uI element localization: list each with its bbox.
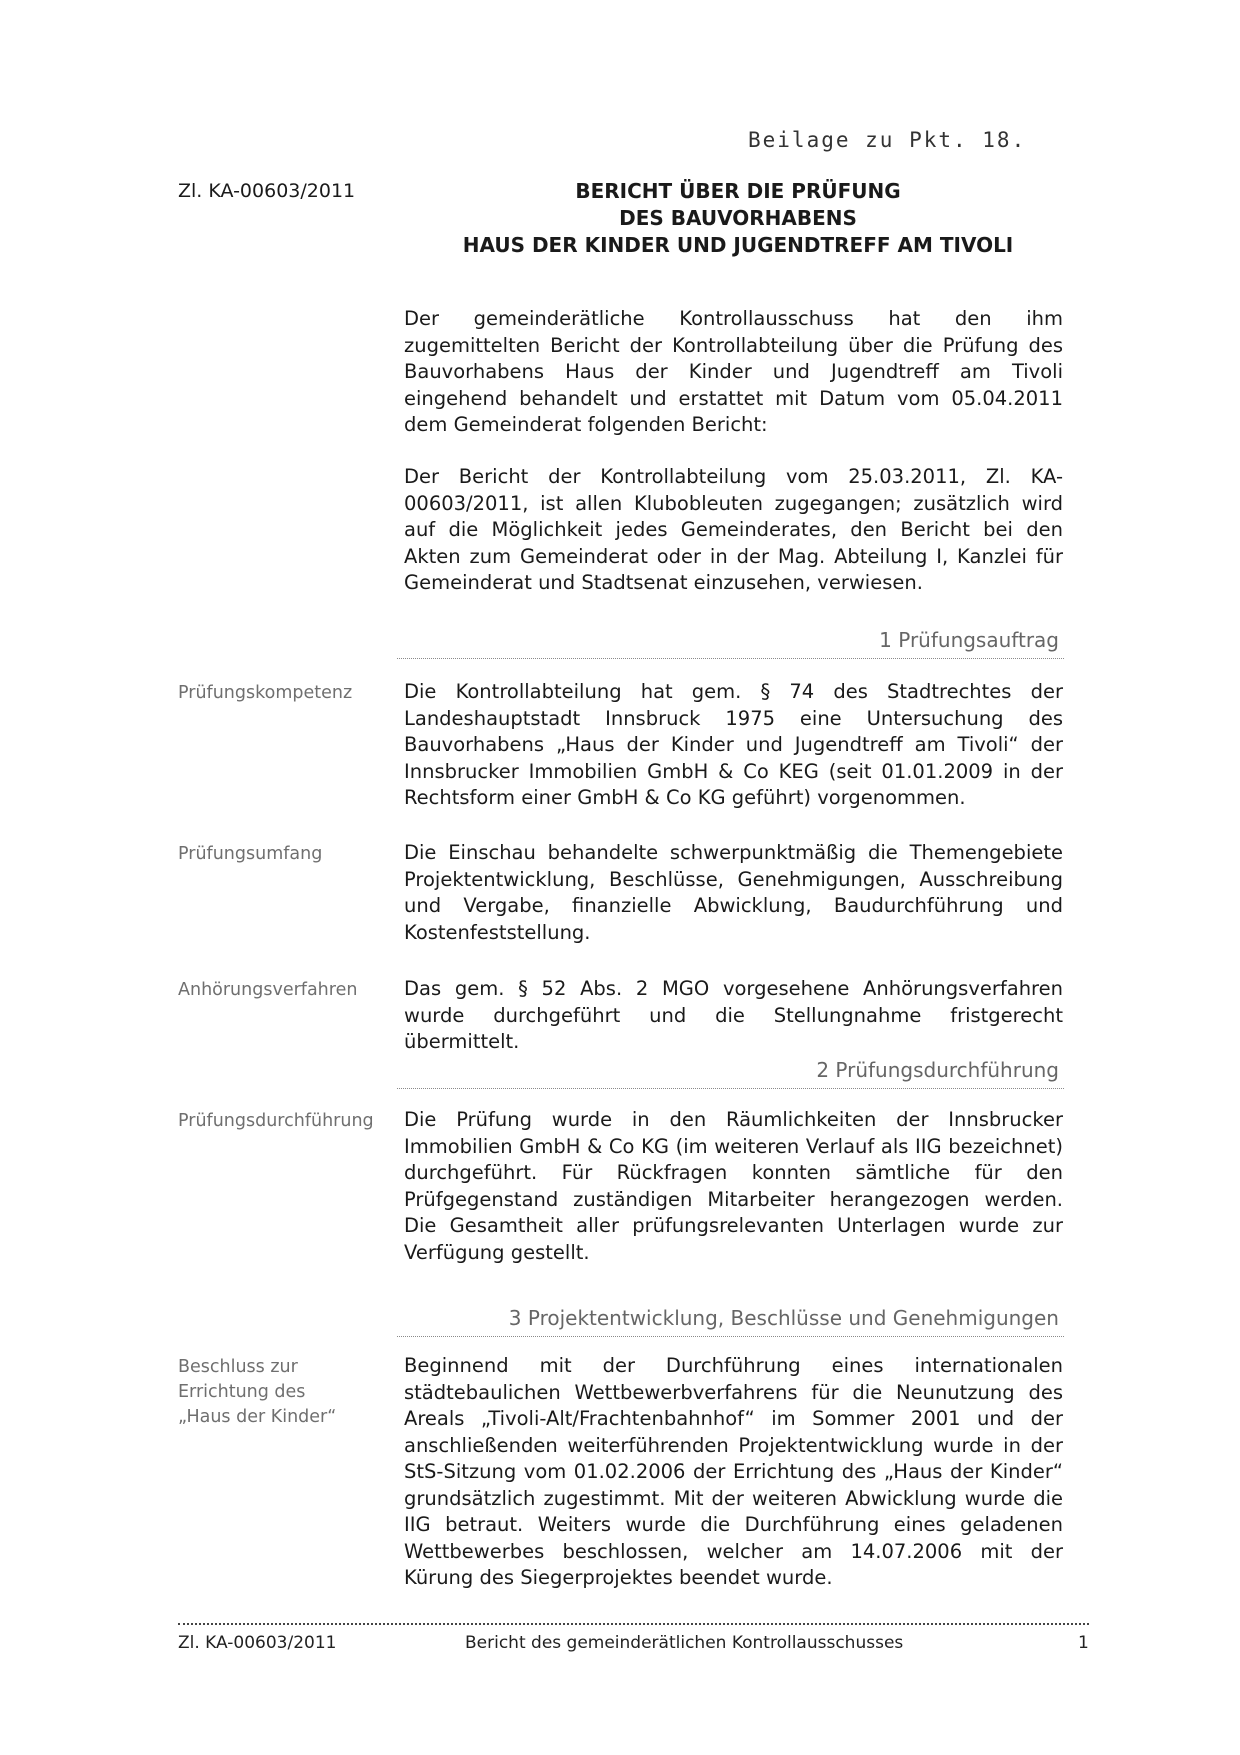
margin-label: Prüfungskompetenz <box>178 683 353 703</box>
section-heading <box>397 614 1064 659</box>
attachment-stamp: Beilage zu Pkt. 18. <box>748 128 1027 152</box>
section-heading <box>397 1044 1064 1089</box>
footer-reference: Zl. KA-00603/2011 <box>178 1633 337 1653</box>
section-paragraph: Das gem. § 52 Abs. 2 MGO vorgesehene Anhörungsverfahren wurde durchgeführt und die Stellungnahme fristgerecht übermittelt. <box>404 977 1063 1053</box>
report-title-line: BERICHT ÜBER DIE PRÜFUNG <box>575 179 901 203</box>
section-heading-text: 1 Prüfungsauftrag <box>879 628 1059 652</box>
page-number: 1 <box>1078 1633 1089 1653</box>
section-heading-text: 2 Prüfungsdurchführung <box>816 1058 1059 1082</box>
report-title-line: DES BAUVORHABENS <box>619 206 857 230</box>
margin-label: Prüfungsumfang <box>178 844 323 864</box>
section-paragraph: Beginnend mit der Durchführung eines internationalen städtebaulichen Wettbewerbverfahrens für die Neunutzung des Areals „Tivoli-Alt/Frachtenbahnhof“ im Sommer 2001 und der anschließenden weiterführenden Projektentwicklung wurde in der StS-Sitzung vom 01.02.2006 der Errichtung des „Haus der Kinder“ grundsätzlich zugestimmt. Mit der weiteren Abwicklung wurde die IIG betraut. Weiters wurde die Durchführung eines geladenen Wettbewerbes beschlossen, welcher am 14.07.2006 mit der Kürung des Siegerprojektes beendet wurde. <box>404 1354 1063 1589</box>
report-title-line: HAUS DER KINDER UND JUGENDTREFF AM TIVOLI <box>462 233 1014 257</box>
section-heading-text: 3 Projektentwicklung, Beschlüsse und Genehmigungen <box>508 1306 1059 1330</box>
section-paragraph: Die Kontrollabteilung hat gem. § 74 des Stadtrechtes der Landeshauptstadt Innsbruck 1975 eine Untersuchung des Bauvorhabens „Haus der Kinder und Jugendtreff am Tivoli“ der Innsbrucker Immobilien GmbH & Co KEG (seit 01.01.2009 in der Rechtsform einer GmbH & Co KG geführt) vorgenommen. <box>404 680 1063 809</box>
margin-label: Beschluss zur Errichtung des „Haus der Kinder“ <box>178 1357 337 1427</box>
reference-number: Zl. KA-00603/2011 <box>178 180 356 202</box>
intro-paragraph: Der gemeinderätliche Kontrollausschuss hat den ihm zugemittelten Bericht der Kontrollabteilung über die Prüfung des Bauvorhabens Haus der Kinder und Jugendtreff am Tivoli eingehend behandelt und erstattet mit Datum vom 05.04.2011 dem Gemeinderat folgenden Bericht: <box>404 307 1063 436</box>
margin-label: Prüfungsdurchführung <box>178 1111 374 1131</box>
intro-paragraph: Der Bericht der Kontrollabteilung vom 25.03.2011, Zl. KA-00603/2011, ist allen Klubobleuten zugegangen; zusätzlich wird auf die Möglichkeit jedes Gemeinderates, den Bericht bei den Akten zum Gemeinderat oder in der Mag. Abteilung I, Kanzlei für Gemeinderat und Stadtsenat einzusehen, verwiesen. <box>404 465 1063 594</box>
footer-title: Bericht des gemeinderätlichen Kontrollausschusses <box>465 1633 904 1653</box>
footer-divider <box>178 1623 1089 1625</box>
section-paragraph: Die Einschau behandelte schwerpunktmäßig die Themengebiete Projektentwicklung, Beschlüsse, Genehmigungen, Ausschreibung und Vergabe, finanzielle Abwicklung, Baudurchführung und Kostenfeststellung. <box>404 841 1063 944</box>
section-heading <box>397 1292 1064 1337</box>
report-title <box>398 178 1078 259</box>
section-paragraph: Die Prüfung wurde in den Räumlichkeiten der Innsbrucker Immobilien GmbH & Co KG (im weiteren Verlauf als IIG bezeichnet) durchgeführt. Für Rückfragen konnten sämtliche für den Prüfgegenstand zuständigen Mitarbeiter herangezogen werden. Die Gesamtheit aller prüfungsrelevanten Unterlagen wurde zur Verfügung gestellt. <box>404 1108 1063 1264</box>
margin-label: Anhörungsverfahren <box>178 980 358 1000</box>
